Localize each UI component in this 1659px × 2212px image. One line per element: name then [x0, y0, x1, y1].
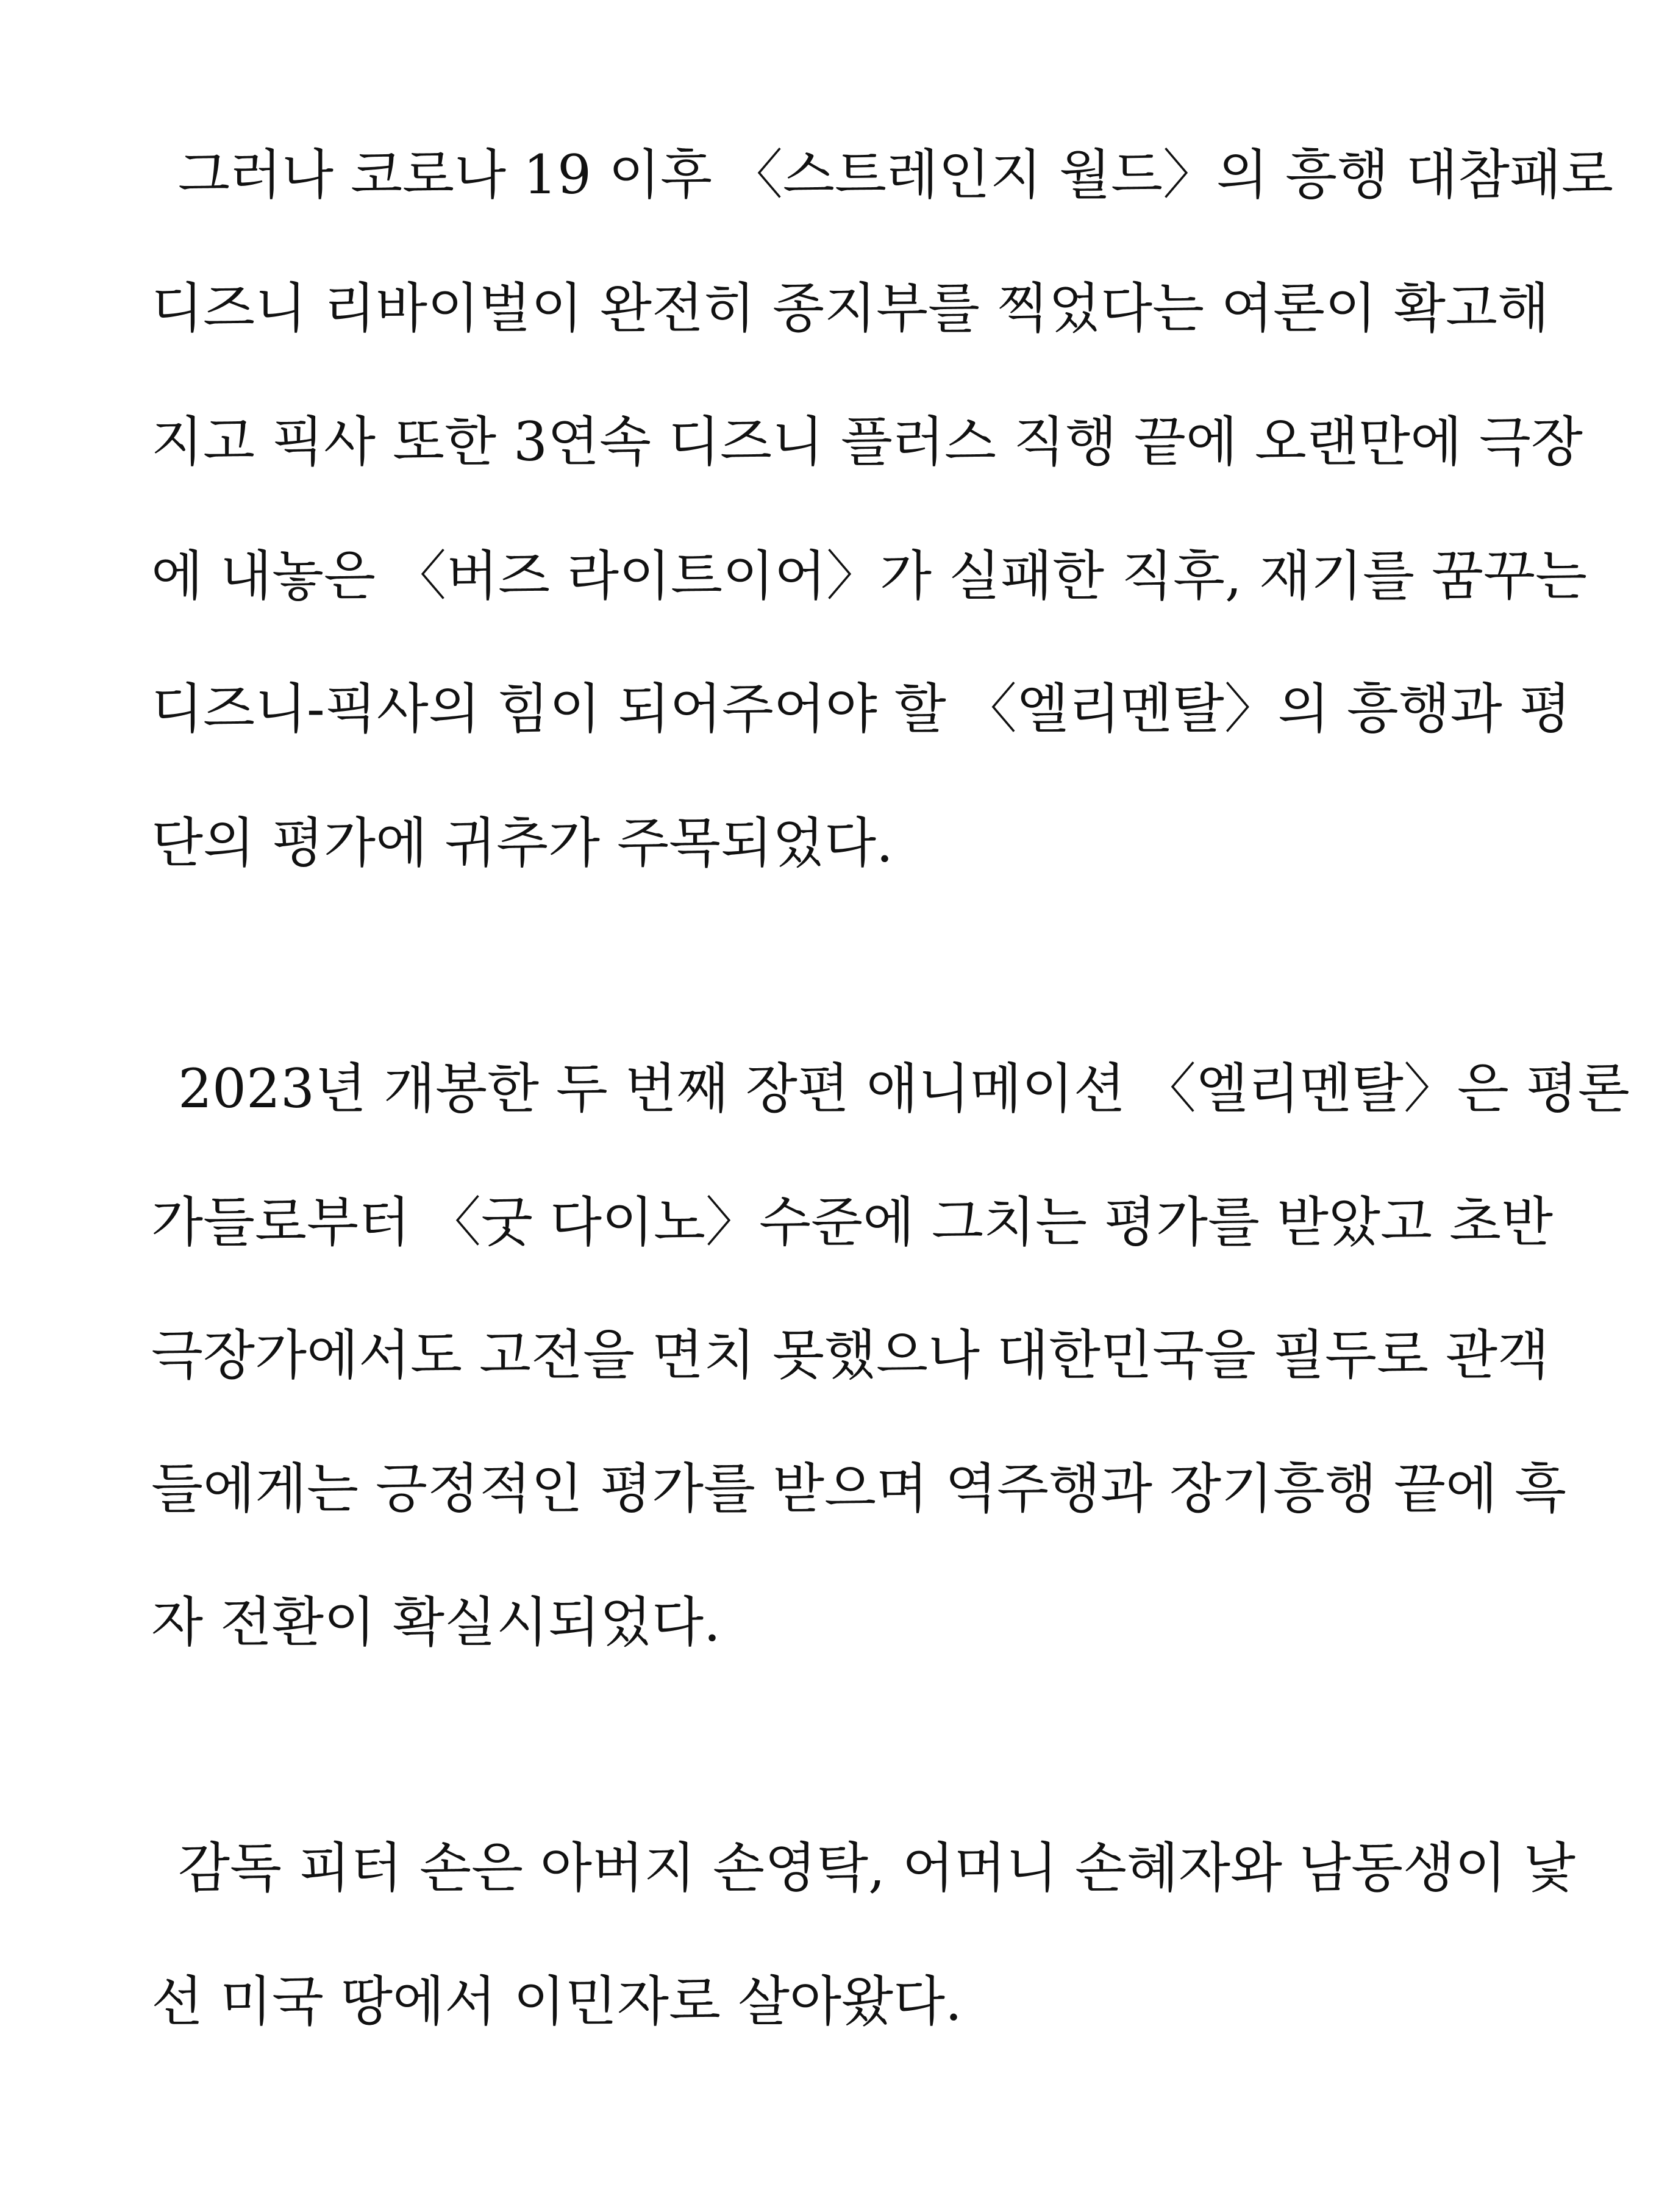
paragraph-line: 가들로부터 〈굿 다이노〉수준에 그치는 평가를 받았고 초반 [151, 1191, 1554, 1254]
paragraph-line: 극장가에서도 고전을 면치 못했으나 대한민국을 필두로 관객 [151, 1324, 1550, 1386]
paragraph-line: 에 내놓은 〈버즈 라이트이어〉가 실패한 직후, 재기를 꿈꾸는 [151, 544, 1587, 607]
paragraph-line: 디즈니 리바이벌이 완전히 종지부를 찍었다는 여론이 확고해 [151, 277, 1550, 340]
paragraph-line: 2023년 개봉한 두 번째 장편 애니메이션 〈엘리멘탈〉은 평론 [178, 1057, 1630, 1120]
paragraph-line: 디즈니-픽사의 힘이 되어주어야 할 〈엘리멘탈〉의 흥행과 평 [151, 677, 1571, 740]
paragraph-line: 들에게는 긍정적인 평가를 받으며 역주행과 장기흥행 끝에 흑 [151, 1457, 1567, 1520]
paragraph-line: 단의 평가에 귀추가 주목되었다. [151, 812, 893, 874]
paragraph-line: 선 미국 땅에서 이민자로 살아왔다. [151, 1970, 962, 2033]
paragraph-line: 자 전환이 확실시되었다. [151, 1591, 721, 1654]
paragraph-line: 그러나 코로나 19 이후 〈스트레인지 월드〉의 흥행 대참패로 [178, 143, 1613, 206]
paragraph-line: 감독 피터 손은 아버지 손영탁, 어머니 손혜자와 남동생이 낯 [178, 1836, 1575, 1899]
paragraph-line: 지고 픽사 또한 3연속 디즈니 플러스 직행 끝에 오랜만에 극장 [151, 410, 1583, 473]
